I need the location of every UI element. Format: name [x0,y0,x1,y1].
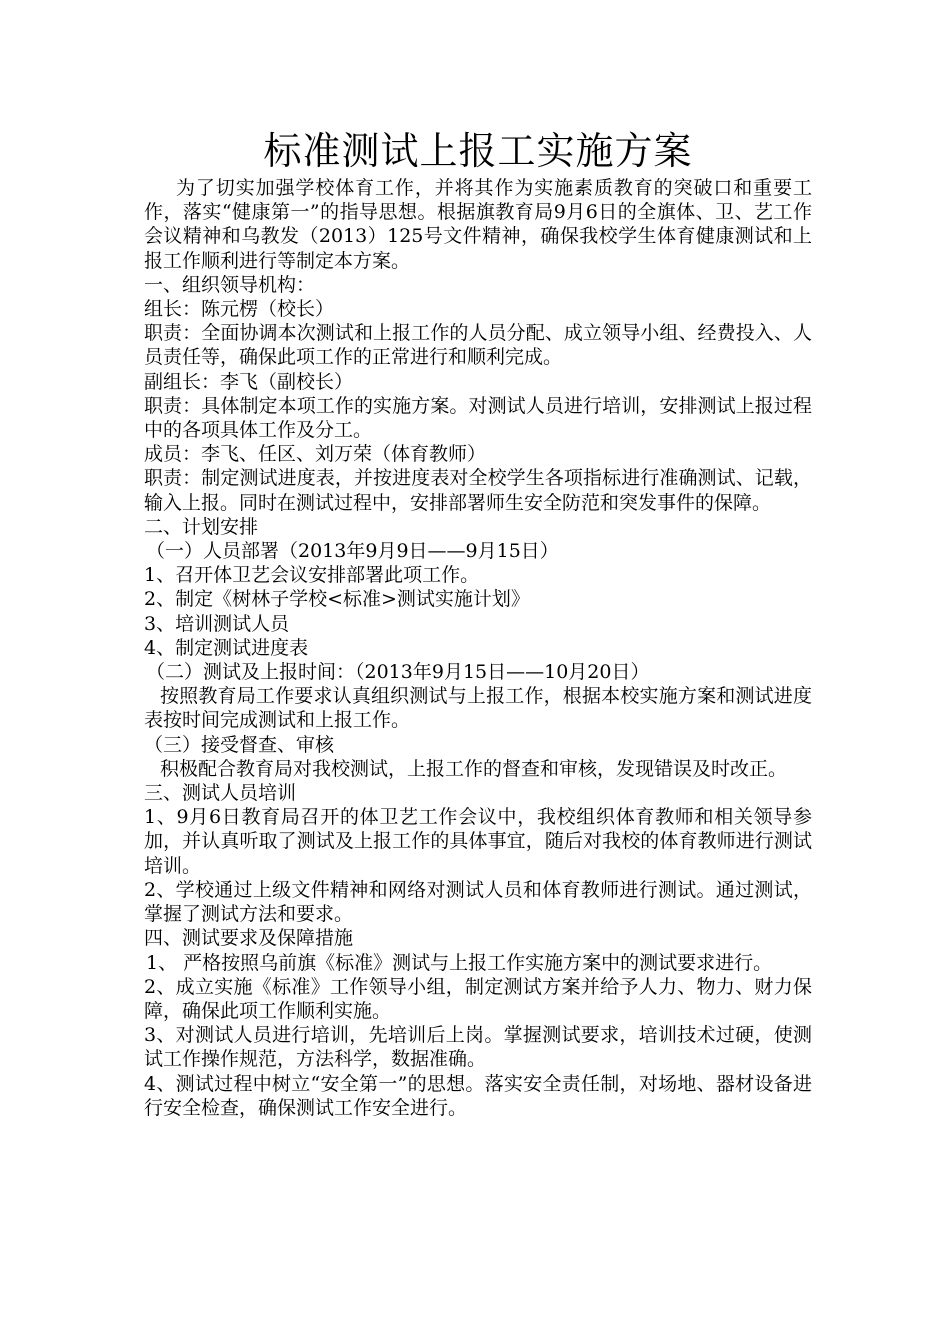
list-item: 4、制定测试进度表 [144,636,309,659]
deputy-leader-line: 副组长：李飞（副校长） [144,370,354,393]
section-heading-1: 一、组织领导机构： [144,273,316,296]
subsection-heading-2: （二）测试及上报时间：（2013年9月15日——10月20日） [146,661,650,684]
list-item: 4、测试过程中树立“安全第一”的思想。落实安全责任制，对场地、器材设备进行安全检查，确保测试工作安全进行。 [144,1072,812,1119]
body-paragraph: 按照教育局工作要求认真组织测试与上报工作，根据本校实施方案和测试进度表按时间完成测试和上报工作。 [144,685,812,732]
section-heading-3: 三、测试人员培训 [144,782,297,805]
members-line: 成员：李飞、任区、刘万荣（体育教师） [144,443,487,466]
deputy-duty-paragraph: 职责：具体制定本项工作的实施方案。对测试人员进行培训，安排测试上报过程中的各项具体工作及分工。 [144,394,812,442]
subsection-heading-1: （一）人员部署（2013年9月9日——9月15日） [146,540,559,563]
list-item: 3、培训测试人员 [144,612,290,635]
document-page [144,126,812,1120]
list-item: 3、对测试人员进行培训，先培训后上岗。掌握测试要求，培训技术过硬，使测试工作操作规范，方法科学，数据准确。 [144,1024,812,1071]
leader-duty-paragraph: 职责：全面协调本次测试和上报工作的人员分配、成立领导小组、经费投入、人员责任等，确保此项工作的正常进行和顺利完成。 [144,322,812,369]
document-title: 标准测试上报工实施方案 [263,129,693,173]
list-item: 1、9月6日教育局召开的体卫艺工作会议中，我校组织体育教师和相关领导参加，并认真听取了测试及上报工作的具体事宜，随后对我校的体育教师进行测试培训。 [144,806,812,877]
section-heading-2: 二、计划安排 [144,515,259,538]
section-heading-4: 四、测试要求及保障措施 [144,927,354,950]
subsection-heading-3: （三）接受督查、审核 [144,733,335,756]
list-item: 1、召开体卫艺会议安排部署此项工作。 [144,564,480,587]
body-paragraph: 积极配合教育局对我校测试，上报工作的督查和审核，发现错误及时改正。 [160,757,788,780]
list-item: 2、学校通过上级文件精神和网络对测试人员和体育教师进行测试。通过测试，掌握了测试方法和要求。 [144,878,812,926]
list-item: 2、制定《树林子学校<标准>测试实施计划》 [144,588,530,611]
list-item: 1、 严格按照乌前旗《标准》测试与上报工作实施方案中的测试要求进行。 [146,951,773,974]
intro-paragraph: 为了切实加强学校体育工作，并将其作为实施素质教育的突破口和重要工作，落实“健康第一”的指导思想。根据旗教育局9月6日的全旗体、卫、艺工作会议精神和乌教发（2013）125号文件精神，确保我校学生体育健康测试和上报工作顺利进行等制定本方案。 [144,177,812,272]
list-item: 2、成立实施《标准》工作领导小组，制定测试方案并给予人力、物力、财力保障，确保此项工作顺利实施。 [144,975,812,1022]
leader-line: 组长：陈元楞（校长） [144,298,335,321]
members-duty-paragraph: 职责：制定测试进度表，并按进度表对全校学生各项指标进行准确测试、记载，输入上报。同时在测试过程中，安排部署师生安全防范和突发事件的保障。 [144,467,812,514]
